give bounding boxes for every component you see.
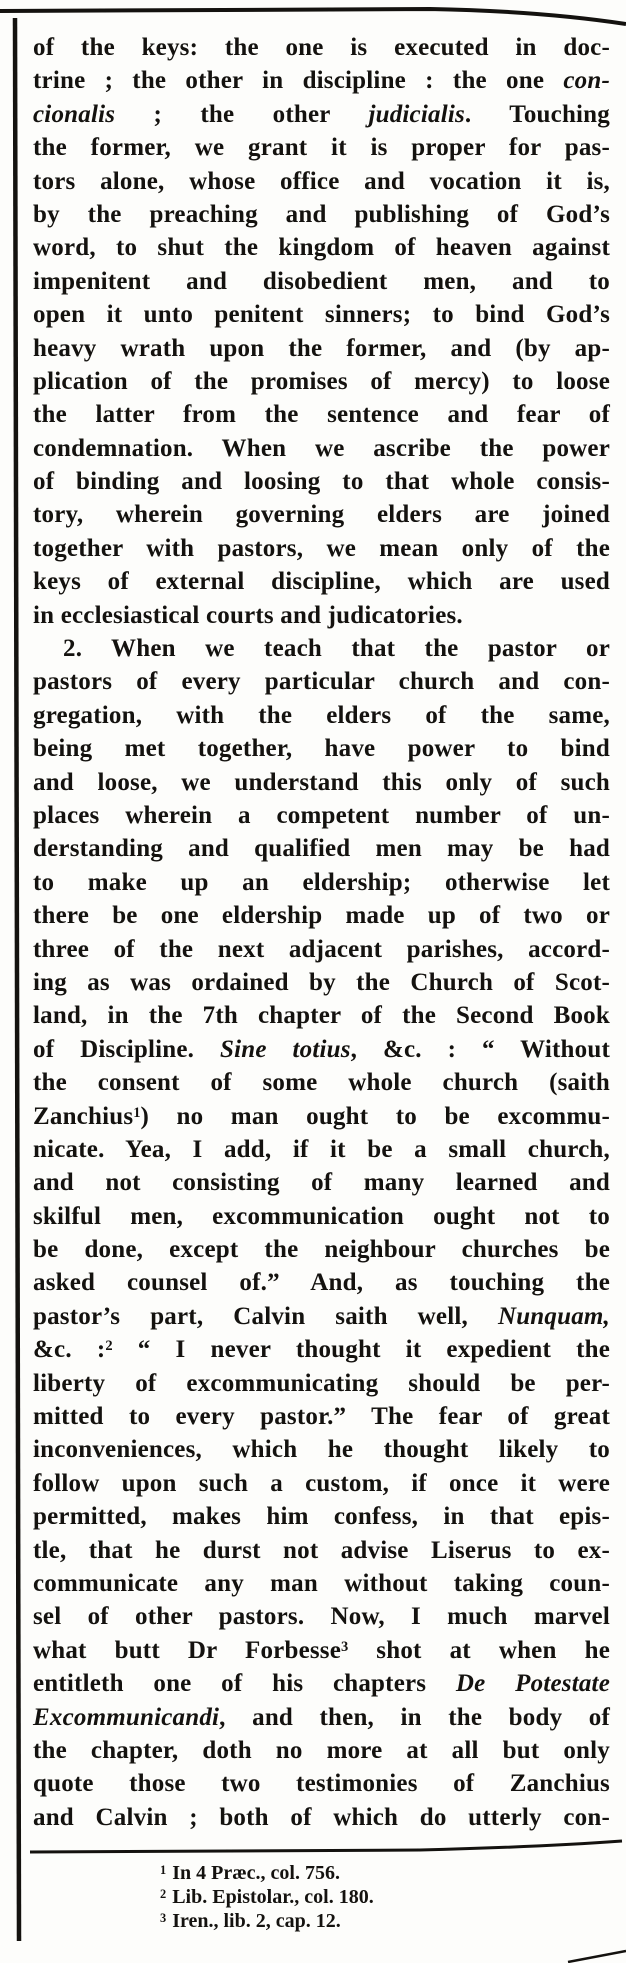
- footnote-reference: 3: [341, 1638, 349, 1655]
- text-line: [33, 131, 610, 164]
- text-line: [33, 866, 610, 899]
- text-segment: skilful men, excommunication ought not to: [33, 1202, 610, 1230]
- text-line: [33, 933, 610, 966]
- text-line: [33, 1433, 610, 1466]
- text-line: [33, 165, 610, 198]
- text-line: [33, 298, 610, 331]
- text-line: [33, 1767, 610, 1800]
- text-segment: plication of the promises of mercy) to loose: [33, 367, 610, 395]
- footnotes-block: [160, 1861, 590, 1934]
- text-line: [33, 1600, 610, 1633]
- text-segment: follow upon such a custom, if once it were: [33, 1469, 610, 1497]
- text-line: [33, 332, 610, 365]
- text-line: [33, 632, 610, 665]
- text-line: [33, 832, 610, 865]
- text-line: [33, 799, 610, 832]
- text-segment: ing as was ordained by the Church of Scot-: [33, 968, 610, 996]
- text-segment: the latter from the sentence and fear of: [33, 401, 610, 429]
- text-segment: the chapter, doth no more at all but only: [33, 1736, 610, 1764]
- text-line: [33, 1166, 610, 1199]
- bottom-right-scan-mark: [568, 1951, 626, 1962]
- text-segment: there be one eldership made up of two or: [33, 902, 610, 930]
- text-line: [33, 432, 610, 465]
- text-segment: pastor’s part, Calvin saith well,: [33, 1302, 498, 1330]
- text-line: [33, 999, 610, 1032]
- text-segment: Excommunicandi: [33, 1703, 220, 1731]
- footnote-reference: 2: [105, 1338, 113, 1355]
- footnote-separator-line: [30, 1841, 622, 1852]
- footnote-marker: 2: [160, 1887, 167, 1902]
- text-line: [33, 1400, 610, 1433]
- footnote-text: Iren., lib. 2, cap. 12.: [172, 1910, 341, 1933]
- text-segment: word, to shut the kingdom of heaven against: [33, 234, 610, 262]
- text-line: [33, 1801, 610, 1834]
- text-segment: keys of external discipline, which are used: [33, 568, 610, 596]
- text-segment: by the preaching and publishing of God’s: [33, 200, 610, 228]
- text-column: [33, 31, 610, 1834]
- text-segment: quote those two testimonies of Zanchius: [33, 1770, 610, 1798]
- text-segment: tors alone, whose office and vocation it is,: [33, 167, 610, 195]
- footnote: [160, 1885, 590, 1909]
- text-segment: be done, except the neighbour churches be: [33, 1236, 610, 1264]
- text-segment: and loose, we understand this only of such: [33, 768, 610, 796]
- text-segment: derstanding and qualified men may be had: [33, 835, 610, 863]
- text-segment: communicate any man without taking coun-: [33, 1569, 610, 1597]
- text-line: [33, 1200, 610, 1233]
- text-segment: “ I never thought it expedient the: [112, 1336, 611, 1364]
- text-line: [33, 64, 610, 97]
- footnote: [160, 1909, 590, 1933]
- text-segment: entitleth one of his chapters: [33, 1670, 456, 1698]
- text-line: [33, 565, 610, 598]
- text-segment: the former, we grant it is proper for pas-: [33, 134, 610, 162]
- text-segment: of Discipline.: [33, 1035, 220, 1063]
- text-segment: in ecclesiastical courts and judicatories.: [33, 601, 463, 629]
- text-line: [33, 1667, 610, 1700]
- text-line: [33, 1567, 610, 1600]
- text-segment: impenitent and disobedient men, and to: [33, 267, 610, 295]
- text-line: [33, 1534, 610, 1567]
- text-line: [33, 1467, 610, 1500]
- footnote-reference: 1: [133, 1104, 141, 1121]
- text-segment: , and then, in the body of: [219, 1703, 610, 1731]
- text-segment: condemnation. When we ascribe the power: [33, 434, 610, 462]
- text-segment: pastors of every particular church and con-: [33, 668, 610, 696]
- text-segment: tle, that he durst not advise Liserus to ex-: [33, 1536, 610, 1564]
- text-segment: being met together, have power to bind: [33, 735, 610, 763]
- text-line: [33, 766, 610, 799]
- text-segment: , &c. : “ Without: [350, 1035, 610, 1063]
- text-segment: of the keys: the one is executed in doc-: [33, 34, 610, 61]
- text-segment: asked counsel of.” And, as touching the: [33, 1269, 610, 1297]
- text-line: [33, 1033, 610, 1066]
- text-segment: &c. :: [33, 1336, 106, 1364]
- text-segment: ) no man ought to be excommu-: [140, 1102, 610, 1130]
- text-line: [33, 465, 610, 498]
- footnote-text: Lib. Epistolar., col. 180.: [172, 1886, 374, 1909]
- text-line: [33, 398, 610, 431]
- text-segment: shot at when he: [348, 1636, 610, 1664]
- text-line: [33, 899, 610, 932]
- text-line: [33, 1333, 610, 1366]
- text-line: [33, 732, 610, 765]
- text-line: [33, 665, 610, 698]
- text-line: [33, 532, 610, 565]
- text-segment: and Calvin ; both of which do utterly con-: [33, 1803, 610, 1831]
- text-segment: and not consisting of many learned and: [33, 1169, 610, 1197]
- text-line: [33, 966, 610, 999]
- footnote-text: In 4 Præc., col. 756.: [172, 1862, 340, 1884]
- left-border-line: [15, 18, 19, 1941]
- text-segment: to make up an eldership; otherwise let: [33, 868, 610, 896]
- text-segment: tory, wherein governing elders are joined: [33, 501, 610, 529]
- text-line: [33, 265, 610, 298]
- text-line: [33, 1367, 610, 1400]
- text-segment: liberty of excommunicating should be per-: [33, 1369, 610, 1397]
- text-line: [33, 1233, 610, 1266]
- text-segment: open it unto penitent sinners; to bind God’s: [33, 301, 610, 329]
- text-line: [33, 1634, 610, 1667]
- text-segment: what butt Dr Forbesse: [33, 1636, 342, 1664]
- text-segment: sel of other pastors. Now, I much marvel: [33, 1603, 610, 1631]
- text-line: [33, 1734, 610, 1767]
- text-segment: ; the other: [115, 100, 369, 128]
- text-segment: De Potestate: [455, 1670, 610, 1698]
- text-segment: Zanchius: [33, 1102, 134, 1130]
- text-segment: places wherein a competent number of un-: [33, 801, 610, 829]
- text-line: [33, 231, 610, 264]
- text-line: [33, 1701, 610, 1734]
- text-line: [33, 1266, 610, 1299]
- text-line: [33, 1300, 610, 1333]
- text-line: [33, 1066, 610, 1099]
- text-line: [33, 1100, 610, 1133]
- text-segment: heavy wrath upon the former, and (by ap-: [33, 334, 610, 362]
- text-line: [33, 365, 610, 398]
- text-segment: land, in the 7th chapter of the Second Book: [33, 1002, 610, 1030]
- text-segment: Nunquam,: [497, 1302, 610, 1330]
- text-segment: Sine totius: [219, 1035, 351, 1063]
- text-segment: nicate. Yea, I add, if it be a small church,: [33, 1135, 610, 1163]
- text-segment: the consent of some whole church (saith: [33, 1069, 610, 1097]
- text-segment: of binding and loosing to that whole consis-: [33, 468, 610, 496]
- text-line: [33, 98, 610, 131]
- footnote: [160, 1861, 590, 1885]
- footnote-marker: 1: [160, 1863, 167, 1877]
- text-line: [33, 599, 610, 632]
- top-border-line: [0, 9, 626, 24]
- text-line: [33, 699, 610, 732]
- text-line: [33, 1500, 610, 1533]
- text-segment: permitted, makes him confess, in that epis-: [33, 1503, 610, 1531]
- text-segment: mitted to every pastor.” The fear of great: [33, 1403, 610, 1431]
- text-segment: inconveniences, which he thought likely to: [33, 1436, 610, 1464]
- footnote-marker: 3: [160, 1911, 167, 1926]
- text-segment: con-: [563, 67, 610, 95]
- text-segment: 2. When we teach that the pastor or: [63, 635, 610, 663]
- text-segment: . Touching: [464, 100, 610, 128]
- text-segment: together with pastors, we mean only of the: [33, 534, 610, 562]
- text-segment: three of the next adjacent parishes, accord-: [33, 935, 610, 963]
- text-segment: judicialis: [368, 100, 465, 128]
- text-line: [33, 198, 610, 231]
- text-line: [33, 31, 610, 64]
- text-line: [33, 498, 610, 531]
- text-segment: cionalis: [33, 100, 116, 128]
- text-line: [33, 1133, 610, 1166]
- text-segment: trine ; the other in discipline : the one: [33, 67, 564, 95]
- text-segment: gregation, with the elders of the same,: [33, 701, 610, 729]
